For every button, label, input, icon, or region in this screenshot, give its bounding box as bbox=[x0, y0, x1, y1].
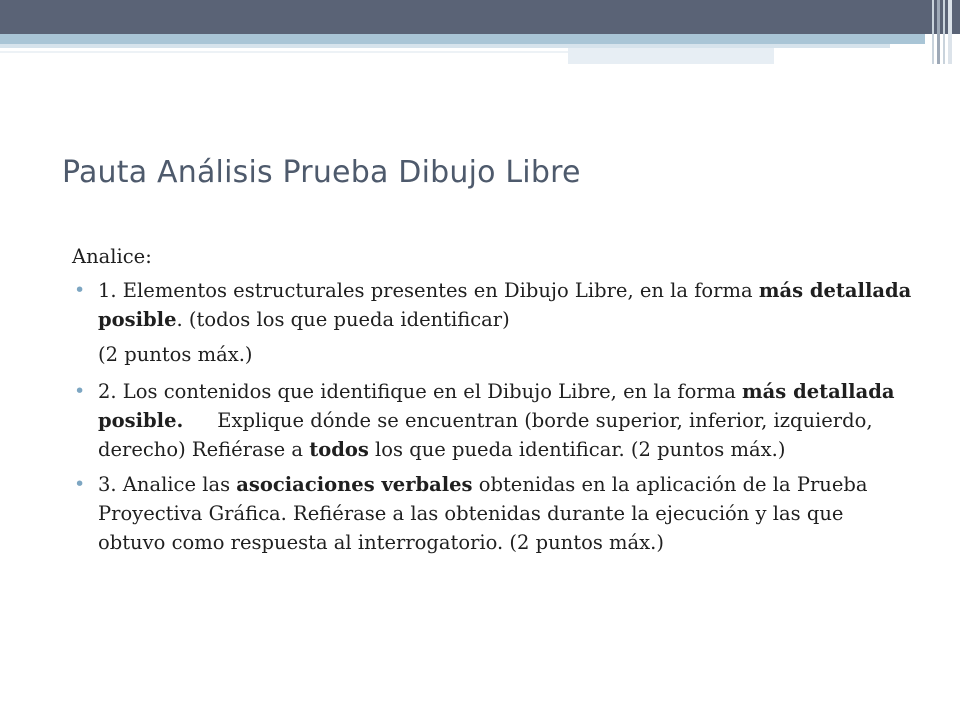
item-text: 2. Los contenidos que identifique en el Dibujo Libre, en la forma bbox=[98, 380, 743, 403]
item-text: los que pueda identificar. (2 puntos máx.) bbox=[368, 438, 786, 461]
item-text: Explique dónde se encuentran (borde superior, inferior, izquierdo, derecho) Refiérase a bbox=[98, 409, 873, 461]
item-emphasis: más detallada posible. bbox=[98, 380, 895, 432]
item-emphasis: asociaciones verbales bbox=[236, 473, 473, 496]
bullet-icon: • bbox=[74, 380, 86, 402]
header-blue-band bbox=[0, 34, 925, 44]
stripe bbox=[943, 0, 945, 64]
item-emphasis: más detallada posible bbox=[98, 279, 912, 331]
bullet-icon: • bbox=[74, 473, 86, 495]
bullet-icon: • bbox=[74, 279, 86, 301]
slide-title: Pauta Análisis Prueba Dibujo Libre bbox=[62, 155, 581, 190]
header-dark-bar bbox=[0, 0, 960, 34]
list-item bbox=[72, 377, 912, 464]
stripe bbox=[948, 0, 952, 64]
slide-body bbox=[72, 242, 912, 563]
header-stripes bbox=[926, 0, 952, 64]
item-extra: (2 puntos máx.) bbox=[98, 343, 253, 366]
stripe bbox=[937, 0, 940, 64]
header-thin-line bbox=[0, 51, 568, 53]
intro-text: Analice: bbox=[72, 245, 152, 268]
list-item bbox=[72, 470, 912, 557]
header-light-block bbox=[568, 48, 774, 64]
list-item bbox=[72, 276, 912, 334]
item-emphasis: todos bbox=[309, 438, 369, 461]
item-text: . (todos los que pueda identificar) bbox=[176, 308, 510, 331]
stripe bbox=[932, 0, 934, 64]
item-text: 3. Analice las bbox=[98, 473, 237, 496]
item-text: obtenidas en la aplicación de la Prueba Proyectiva Gráfica. Refiérase a las obtenidas durante la ejecución y las que obtuvo como respuesta al interrogatorio. (2 puntos máx.) bbox=[98, 473, 868, 554]
item-text: 1. Elementos estructurales presentes en Dibujo Libre, en la forma bbox=[98, 279, 759, 302]
